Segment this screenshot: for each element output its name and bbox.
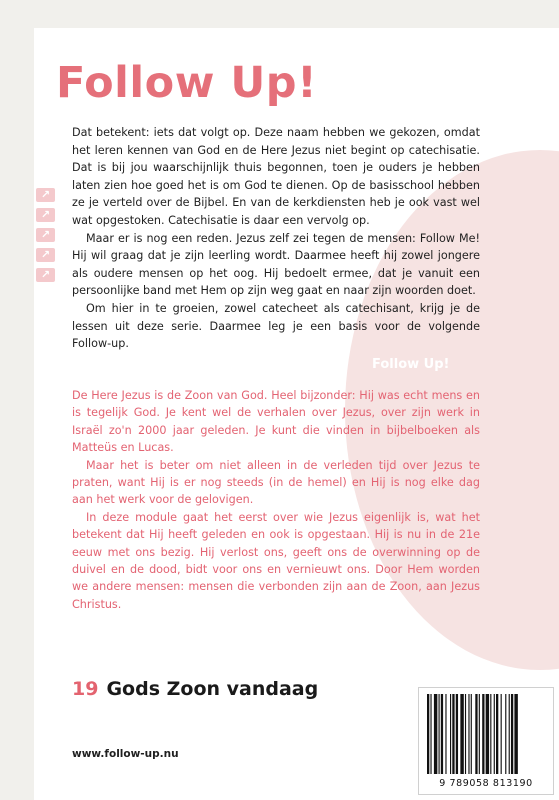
barcode-bar — [468, 694, 469, 774]
barcode-bar — [434, 694, 437, 774]
barcode-bar — [501, 694, 502, 774]
barcode-bar — [460, 694, 463, 774]
arrow-up-right-icon: ↗ — [36, 188, 55, 202]
arrow-up-right-icon: ↗ — [36, 248, 55, 262]
barcode-bar — [445, 694, 446, 774]
intro-text — [72, 124, 480, 353]
barcode-bar — [490, 694, 491, 774]
website-link[interactable]: www.follow-up.nu — [72, 748, 179, 760]
module-paragraph: Maar het is beter om niet alleen in de verleden tijd over Jezus te praten, want Hij is er nog steeds (in de hemel) en Hij is nog elke dag aan het werk voor de gelovigen. — [72, 458, 480, 507]
intro-paragraph: Maar er is nog een reden. Jezus zelf zei tegen de mensen: Follow Me! Hij wil graag dat je zijn leerling wordt. Daarmee heeft hij zowel jongere als oudere mensen op het oog. Hij bedoelt ermee, dat je vanuit een persoonlijke band met Hem op zijn weg gaat en naar zijn woorden doet. — [72, 231, 480, 298]
barcode-bar — [509, 694, 510, 774]
series-number: 19 — [72, 678, 99, 700]
barcode-bar — [427, 694, 429, 774]
page-title: Follow Up! — [56, 58, 318, 108]
barcode-bar — [511, 694, 513, 774]
barcode-number: 9 789058 813190 — [439, 778, 533, 789]
barcode-bar — [430, 694, 431, 774]
series-name: Gods Zoon vandaag — [106, 678, 319, 700]
barcode-bar — [479, 694, 480, 774]
barcode-bar — [514, 694, 517, 774]
barcode-bar — [505, 694, 506, 774]
arrow-up-right-icon: ↗ — [36, 228, 55, 242]
barcode-bar — [496, 694, 498, 774]
barcode — [418, 687, 554, 795]
barcode-bar — [475, 694, 477, 774]
barcode-bar — [456, 694, 458, 774]
barcode-bar — [452, 694, 454, 774]
arrow-up-right-icon: ↗ — [36, 268, 55, 282]
barcode-bar — [441, 694, 443, 774]
arrow-up-right-icon: ↗ — [36, 208, 55, 222]
barcode-bars — [425, 694, 547, 776]
arrow-decoration — [36, 188, 58, 288]
intro-paragraph: Dat betekent: iets dat volgt op. Deze naam hebben we gekozen, omdat het leren kennen van God en de Here Jezus niet begint op catechisatie. Dat is bij jou waarschijnlijk thuis begonnen, toen je ouders je hebben laten zien hoe goed het is om God te dienen. Op de basisschool hebben ze je verteld over de Bijbel. En van de kerkdiensten heb je ook vast wel wat opgestoken. Catechisatie is daar een vervolg op. — [72, 126, 480, 227]
barcode-bar — [465, 694, 466, 774]
module-paragraph: De Here Jezus is de Zoon van God. Heel bijzonder: Hij was echt mens en is tegelijk God. Je kent wel de verhalen over Jezus, over zijn werk in Israël zo'n 2000 jaar geleden. Je kunt die vinden in bijbelboeken als Matteüs en Lucas. — [72, 389, 480, 455]
intro-paragraph: Om hier in te groeien, zowel catecheet als catechisant, krijg je de lessen uit deze serie. Daarmee leg je een basis voor de volgende Follow-up. — [72, 301, 480, 351]
follow-up-badge: Follow Up! — [372, 357, 450, 372]
series-title — [72, 678, 318, 700]
module-text — [72, 387, 480, 613]
barcode-bar — [471, 694, 472, 774]
barcode-bar — [486, 694, 489, 774]
barcode-bar — [482, 694, 484, 774]
module-paragraph: In deze module gaat het eerst over wie Jezus eigenlijk is, wat het betekent dat Hij heeft geleden en ook is opgestaan. Hij is nu in de 21e eeuw met ons bezig. Hij verlost ons, geeft ons de overwinning op de duivel en de dood, bidt voor ons en vernieuwt ons. Door Hem worden we andere mensen: mensen die verbonden zijn aan de Zoon, aan Jezus Christus. — [72, 510, 480, 611]
barcode-bar — [494, 694, 495, 774]
barcode-bar — [450, 694, 451, 774]
barcode-bar — [439, 694, 440, 774]
